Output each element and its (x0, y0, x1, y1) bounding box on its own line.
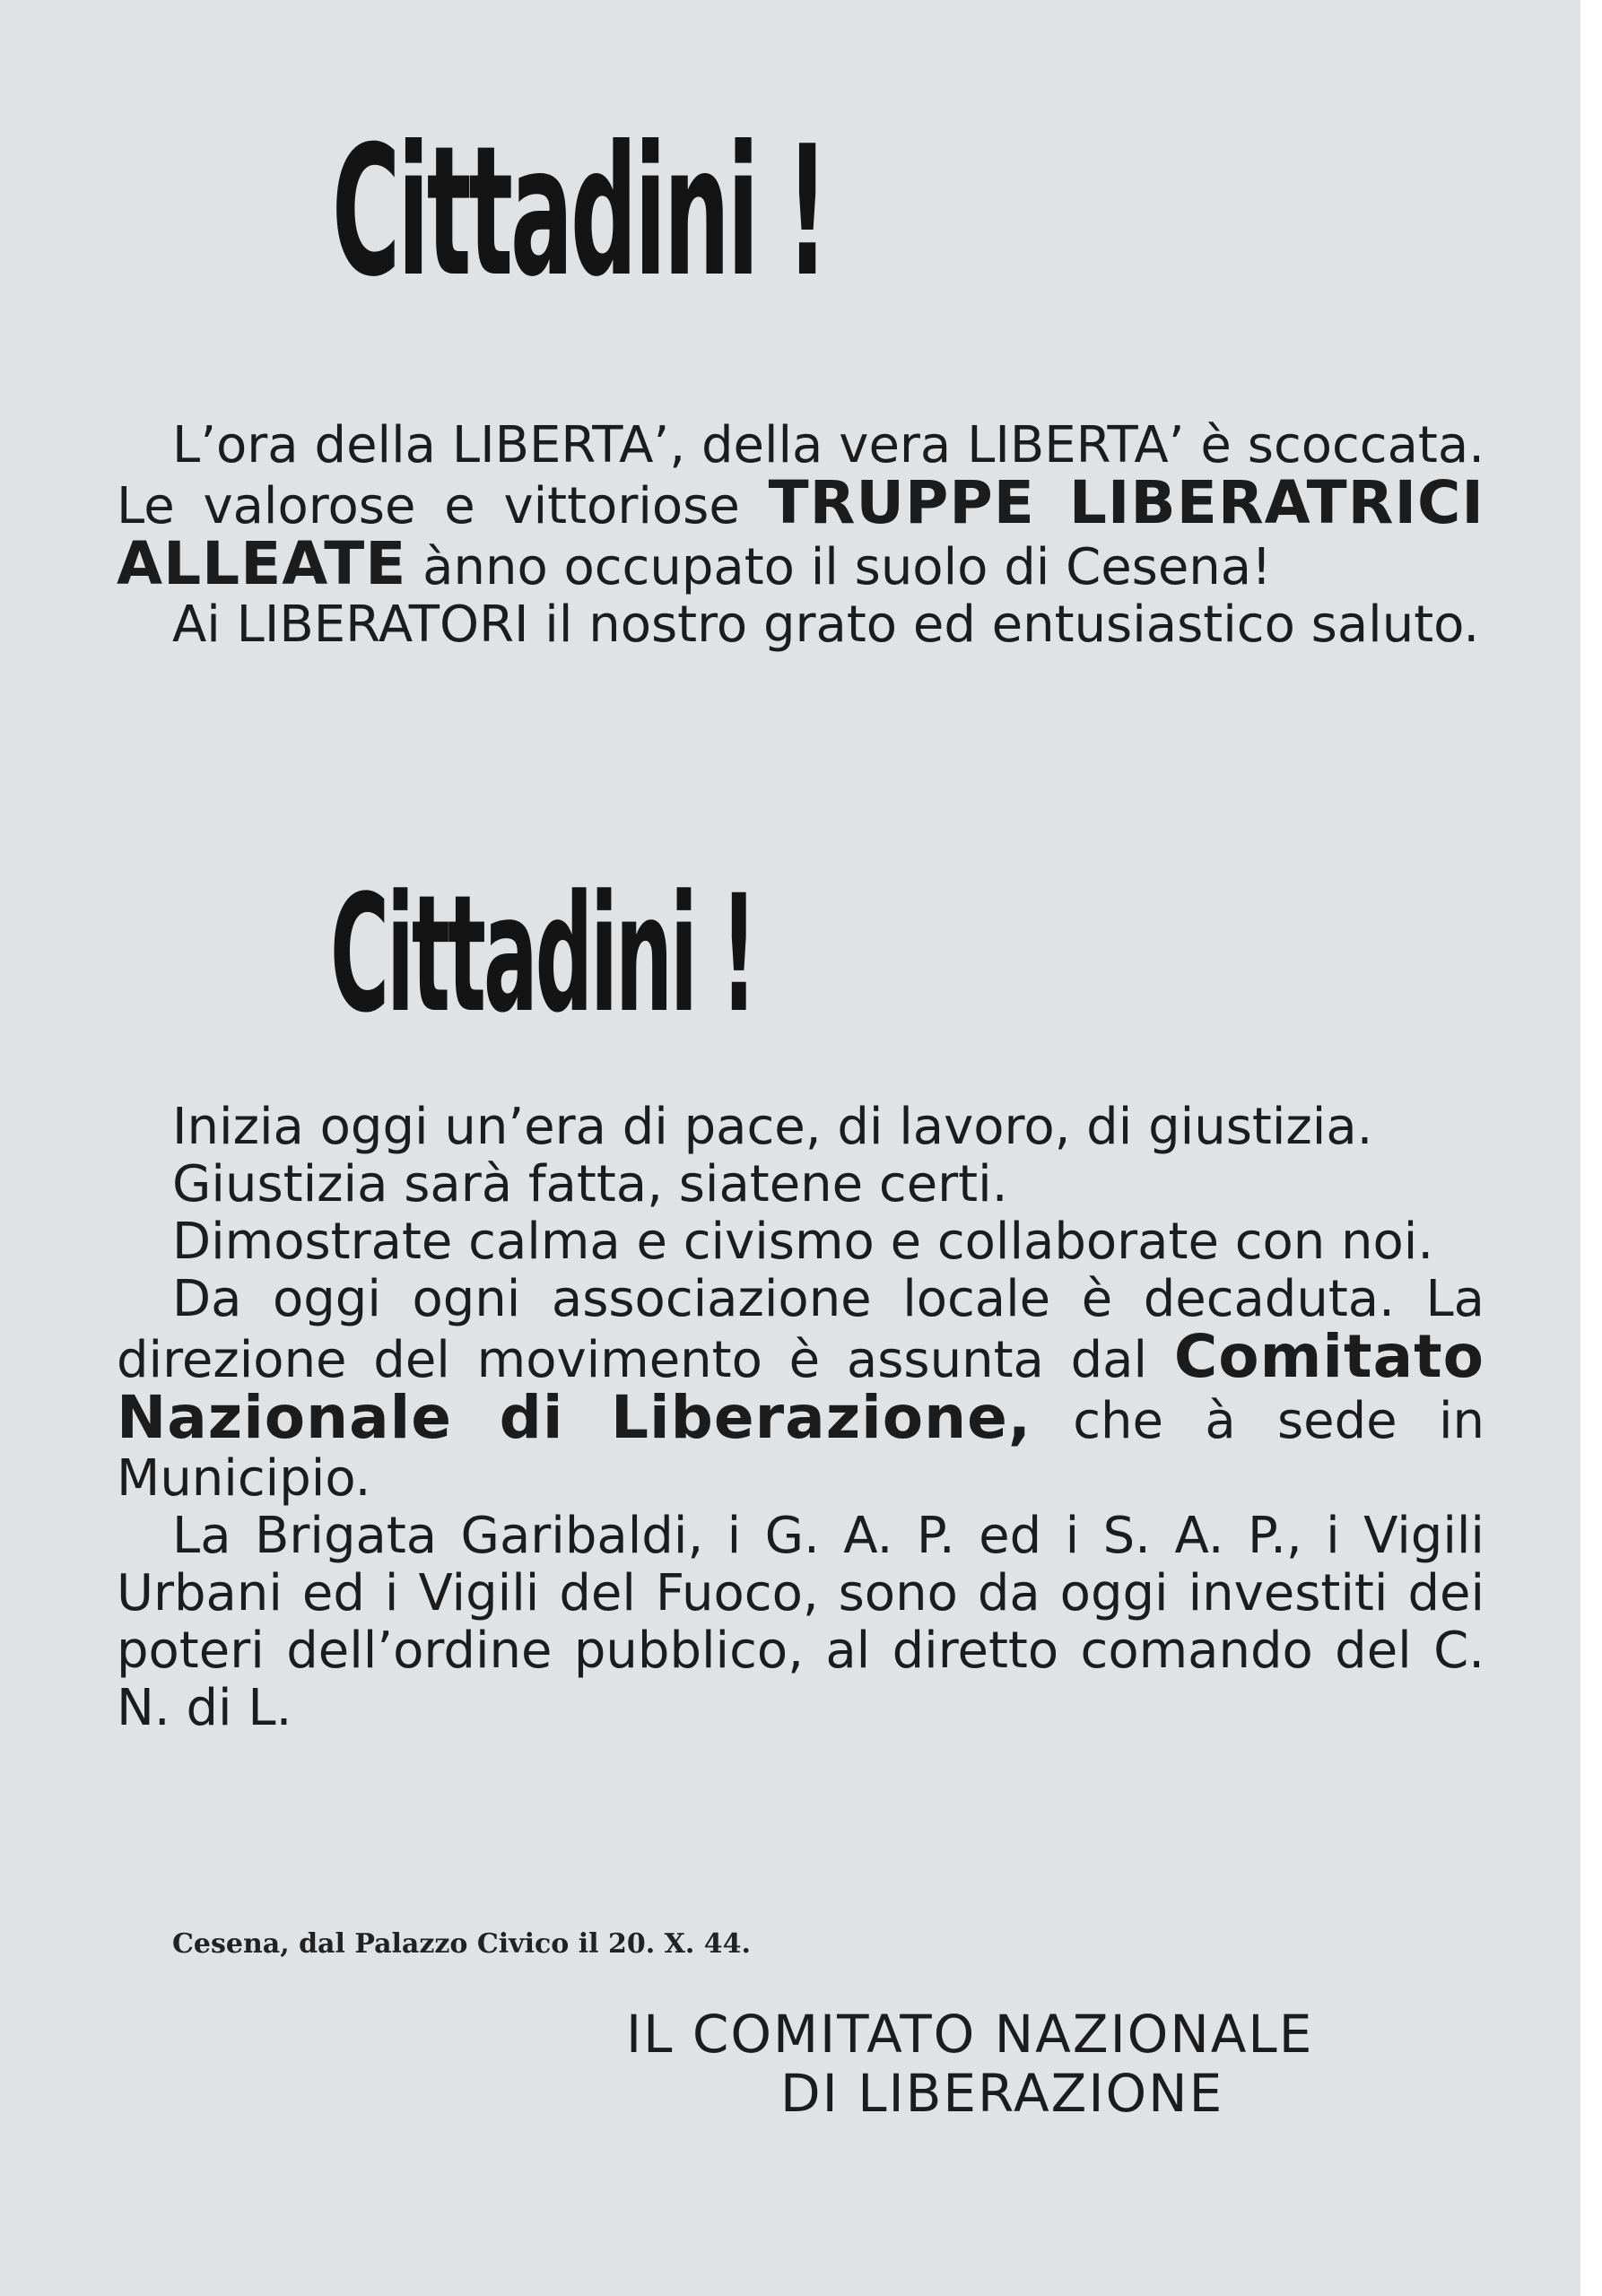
page-edge (1580, 0, 1602, 2296)
truppe-alleate: TRUPPE LIBERATRICI ALLEATE (117, 468, 1484, 598)
signature-line-2: DI LIBERAZIONE (780, 2063, 1224, 2124)
paragraph-2 (117, 1099, 1484, 1737)
headline-1: Cittadini ! (332, 108, 826, 317)
poster (108, 0, 1489, 2296)
paragraph-2-text-6: La Brigata Garibaldi, i G. A. P. ed i S. A. P., i Vigili Urbani ed i Vigili del Fuoco, sono da oggi investiti dei poteri dell’ordine pubblico, al diretto comando del C. N. di L. (117, 1507, 1484, 1737)
place-date: Cesena, dal Palazzo Civico il 20. X. 44. (172, 1928, 751, 1960)
paragraph-2-text-3: Dimostrate calma e civismo e collaborate con noi. (172, 1213, 1434, 1271)
headline-2: Cittadini ! (330, 861, 755, 1048)
paragraph-2-text-5: che à sede in Municipio. (117, 1392, 1485, 1508)
paragraph-2-text-1: Inizia oggi un’era di pace, di lavoro, di giustizia. (172, 1098, 1373, 1156)
signature (626, 2005, 1487, 2123)
comitato-nazionale: Comitato Nazionale di Liberazione, (117, 1322, 1484, 1452)
signature-line-1: IL COMITATO NAZIONALE (626, 2004, 1314, 2065)
paragraph-2-text-2: Giustizia sarà fatta, siatene certi. (172, 1155, 1008, 1213)
paragraph-1-text-1: L’ora della LIBERTA’, della vera LIBERTA’ è scoccata. Le valorose e vittoriose (117, 416, 1484, 535)
paragraph-1-text-2: ànno occupato il suolo di Cesena! (406, 538, 1272, 596)
paragraph-2-text-4: Da oggi ogni associazione locale è decaduta. La direzione del movimento è assunta dal (117, 1270, 1484, 1389)
paragraph-1-text-3: Ai LIBERATORI il nostro grato ed entusiastico saluto. (172, 596, 1480, 654)
paragraph-1 (117, 417, 1484, 654)
